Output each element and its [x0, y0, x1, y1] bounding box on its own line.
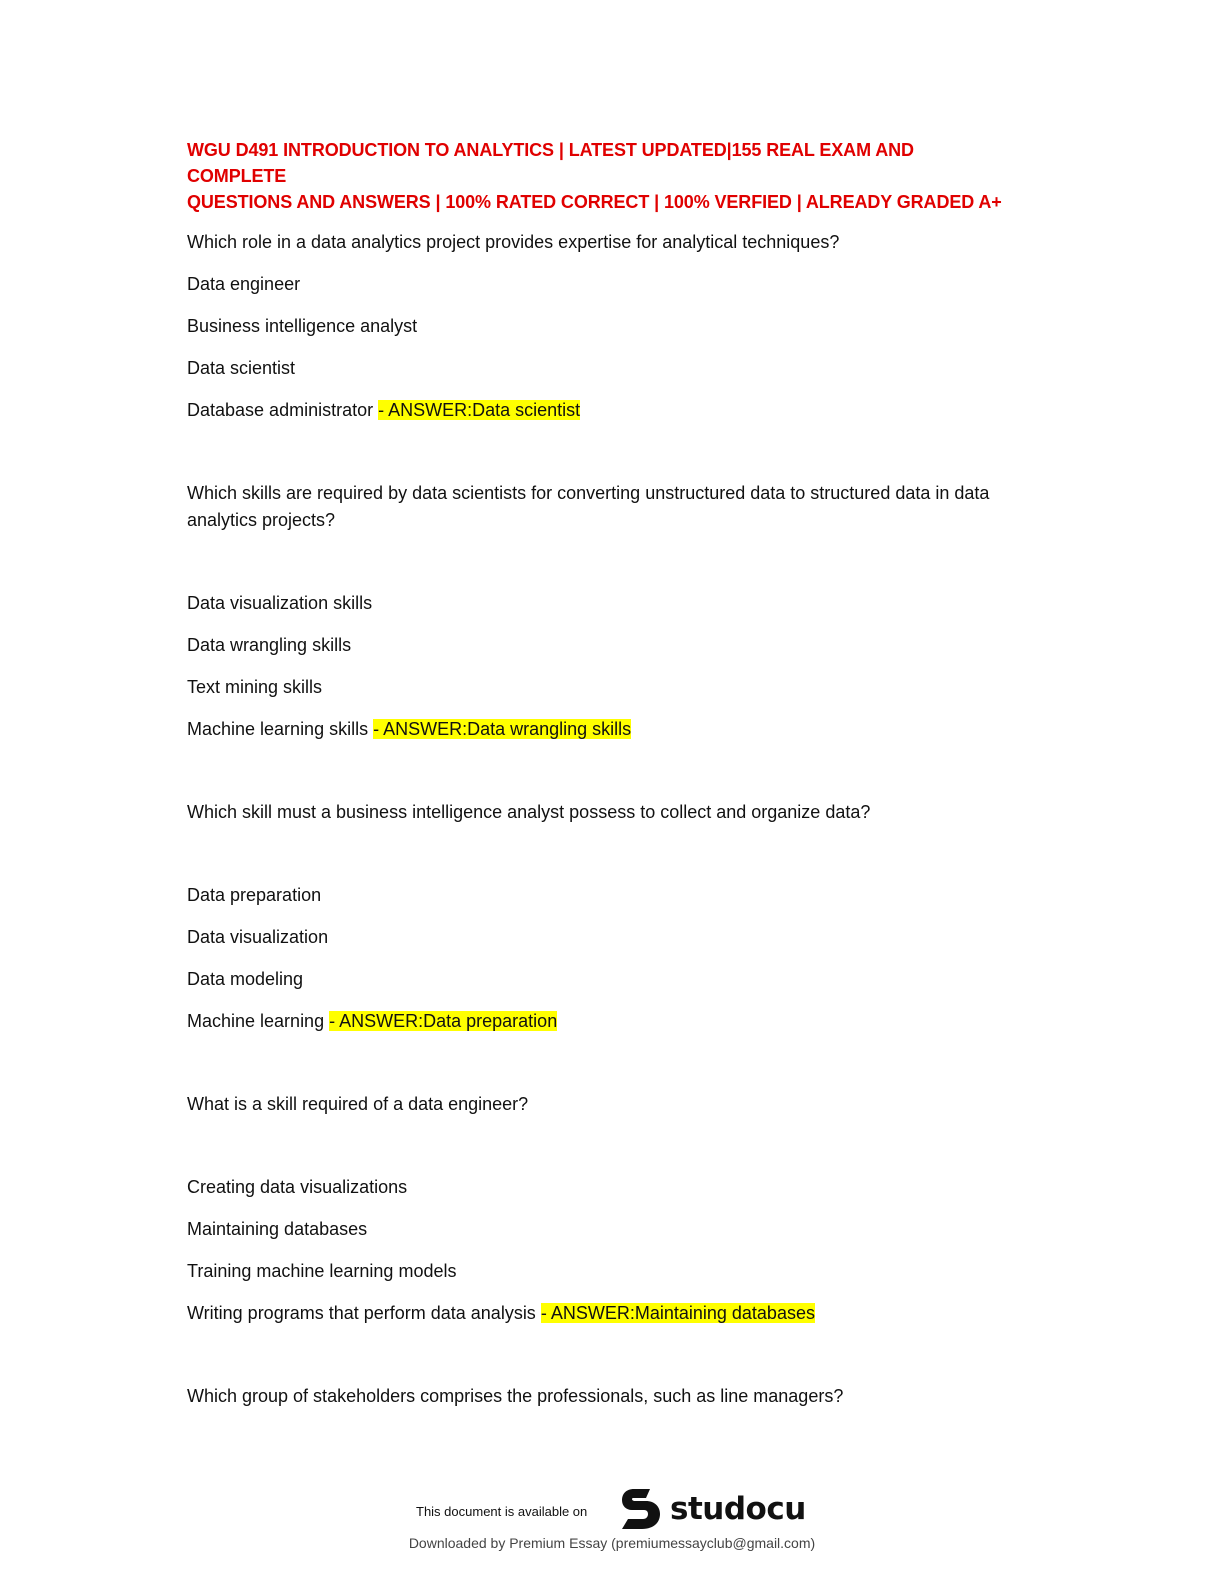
question-text: Which group of stakeholders comprises the professionals, such as line managers?: [187, 1386, 844, 1406]
available-on-text: This document is available on: [416, 1504, 588, 1519]
option: Data wrangling skills: [187, 635, 352, 655]
option: Database administrator: [187, 400, 374, 420]
question-block-1: [187, 229, 1007, 424]
question-block-2: [187, 480, 1007, 743]
answer-highlight: - ANSWER:Data scientist: [378, 400, 581, 420]
option-with-answer: [187, 397, 1007, 424]
option: Data engineer: [187, 274, 301, 294]
option: Data visualization skills: [187, 593, 373, 613]
document-content: [187, 137, 1007, 1410]
option: Training machine learning models: [187, 1261, 457, 1281]
document-title: [187, 137, 1007, 215]
option: Writing programs that perform data analysis: [187, 1303, 536, 1323]
answer-highlight: - ANSWER:Maintaining databases: [540, 1303, 815, 1323]
option-with-answer: [187, 716, 1007, 743]
option: Machine learning skills: [187, 719, 369, 739]
option: Data preparation: [187, 885, 322, 905]
option-with-answer: [187, 1008, 1007, 1035]
question-text: What is a skill required of a data engineer?: [187, 1094, 529, 1114]
question-block-4: [187, 1091, 1007, 1327]
option: Maintaining databases: [187, 1219, 368, 1239]
studocu-logo-text: studocu: [670, 1491, 806, 1527]
answer-highlight: - ANSWER:Data preparation: [329, 1011, 558, 1031]
downloaded-by-text: Downloaded by Premium Essay (premiumessayclub@gmail.com): [408, 1535, 816, 1551]
title-line-2: QUESTIONS AND ANSWERS | 100% RATED CORRECT | 100% VERFIED | ALREADY GRADED A+: [187, 192, 1002, 212]
option-with-answer: [187, 1300, 1007, 1327]
option: Machine learning: [187, 1011, 325, 1031]
question-block-5: [187, 1383, 1007, 1410]
question-text: Which skills are required by data scientists for converting unstructured data to structured data in data analytics projects?: [187, 483, 990, 530]
answer-highlight: - ANSWER:Data wrangling skills: [373, 719, 632, 739]
option: Data visualization: [187, 927, 329, 947]
option: Text mining skills: [187, 677, 323, 697]
option: Data scientist: [187, 358, 296, 378]
question-block-3: [187, 799, 1007, 1035]
question-text: Which role in a data analytics project provides expertise for analytical techniques?: [187, 232, 840, 252]
studocu-logo-link[interactable]: [620, 1486, 806, 1532]
studocu-logo-icon: [620, 1486, 664, 1532]
question-text: Which skill must a business intelligence analyst possess to collect and organize data?: [187, 802, 871, 822]
option: Creating data visualizations: [187, 1177, 408, 1197]
option: Business intelligence analyst: [187, 316, 418, 336]
option: Data modeling: [187, 969, 304, 989]
title-line-1: WGU D491 INTRODUCTION TO ANALYTICS | LATEST UPDATED|155 REAL EXAM AND COMPLETE: [187, 140, 914, 186]
